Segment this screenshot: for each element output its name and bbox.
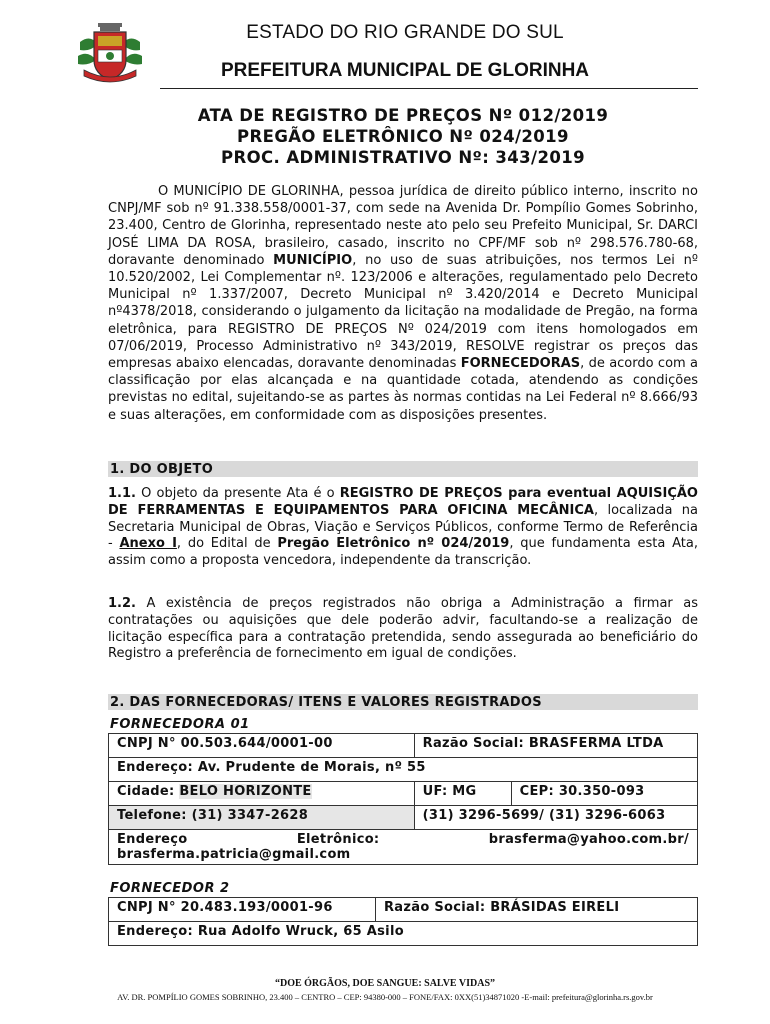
cnpj-cell-2: CNPJ N° 20.483.193/0001-96 — [109, 898, 376, 922]
cidade-cell: Cidade: BELO HORIZONTE — [109, 782, 415, 806]
fornecedora-01-label: FORNECEDORA 01 — [110, 717, 250, 732]
razao-social-cell: Razão Social: BRASFERMA LTDA — [414, 734, 697, 758]
telefone-cell: Telefone: (31) 3347-2628 — [109, 806, 415, 830]
paragraph-1-2: 1.2. A existência de preços registrados não obriga a Administração a firmar as contratações ou aquisições que dele poderão advir, facultando-se a realização de licitação específica para a contratação pretendida, sendo assegurada ao beneficiário do Registro a preferência de fornecimento em igual de condições. — [108, 596, 698, 662]
title-pregao: PREGÃO ELETRÔNICO Nº 024/2019 — [237, 127, 569, 146]
fornecedor-2-table — [108, 897, 698, 946]
telefone2-cell: (31) 3296-5699/ (31) 3296-6063 — [414, 806, 697, 830]
header-prefeitura: PREFEITURA MUNICIPAL DE GLORINHA — [220, 60, 590, 81]
coat-of-arms-logo — [76, 22, 144, 86]
footer-address: AV. DR. POMPÍLIO GOMES SOBRINHO, 23.400 – CENTRO – CEP: 94380-000 – FONE/FAX: 0XX(51)34871020 -E-mail: prefeitura@glorinha.rs.gov.br — [117, 992, 653, 1002]
uf-cell: UF: MG — [414, 782, 511, 806]
email-cell: Endereço Eletrônico: brasferma@yahoo.com.br/ brasferma.patricia@gmail.com — [109, 830, 698, 865]
intro-paragraph: O MUNICÍPIO DE GLORINHA, pessoa jurídica de direito público interno, inscrito no CNPJ/MF sob nº 91.338.558/0001-37, com sede na Avenida Dr. Pompílio Gomes Sobrinho, 23.400, Centro de Glorinha, representado neste ato pelo seu Prefeito Municipal, Sr. DARCI JOSÉ LIMA DA ROSA, brasileiro, casado, inscrito no CPF/MF sob nº 298.576.780-68, doravante denominado MUNICÍPIO, no uso de suas atribuições, nos termos Lei nº 10.520/2002, Lei Complementar nº. 123/2006 e alterações, regulamentado pelo Decreto Municipal nº 1.337/2007, Decreto Municipal nº 3.420/2014 e Decreto Municipal nº4378/2018, considerando o julgamento da licitação na modalidade de Pregão, na forma eletrônica, para REGISTRO DE PREÇOS Nº 024/2019 com itens homologados em 07/06/2019, Processo Administrativo nº 343/2019, RESOLVE registrar os preços das empresas abaixo elencadas, doravante denominadas FORNECEDORAS, de acordo com a classificação por elas alcançada e na quantidade cotada, atendendo as condições previstas no edital, sujeitando-se as partes às normas contidas na Lei Federal nº 8.666/93 e suas alterações, em conformidade com as disposições presentes. — [108, 184, 699, 423]
footer-slogan: “DOE ÓRGÃOS, DOE SANGUE: SALVE VIDAS” — [274, 978, 496, 989]
header-divider — [160, 88, 698, 89]
endereco-cell-2: Endereço: Rua Adolfo Wruck, 65 Asilo — [109, 922, 698, 946]
title-processo: PROC. ADMINISTRATIVO Nº: 343/2019 — [221, 148, 585, 167]
header-state: ESTADO DO RIO GRANDE DO SUL — [246, 22, 564, 43]
title-ata: ATA DE REGISTRO DE PREÇOS Nº 012/2019 — [197, 106, 609, 125]
razao-social-cell-2: Razão Social: BRÁSIDAS EIRELI — [376, 898, 698, 922]
paragraph-1-1: 1.1. O objeto da presente Ata é o REGISTRO DE PREÇOS para eventual AQUISIÇÃO DE FERRAMENTAS E EQUIPAMENTOS PARA OFICINA MECÂNICA, localizada na Secretaria Municipal de Obras, Viação e Serviços Públicos, conforme Termo de Referência - Anexo I, do Edital de Pregão Eletrônico nº 024/2019, que fundamenta esta Ata, assim como a proposta vencedora, independente da transcrição. — [108, 486, 698, 569]
section-heading-objeto: 1. DO OBJETO — [108, 461, 698, 477]
fornecedora-01-table — [108, 733, 698, 865]
cnpj-cell: CNPJ N° 00.503.644/0001-00 — [109, 734, 415, 758]
section-heading-fornecedoras: 2. DAS FORNECEDORAS/ ITENS E VALORES REGISTRADOS — [108, 694, 698, 710]
endereco-cell: Endereço: Av. Prudente de Morais, nº 55 — [109, 758, 698, 782]
cep-cell: CEP: 30.350-093 — [511, 782, 697, 806]
fornecedor-2-label: FORNECEDOR 2 — [110, 881, 230, 896]
